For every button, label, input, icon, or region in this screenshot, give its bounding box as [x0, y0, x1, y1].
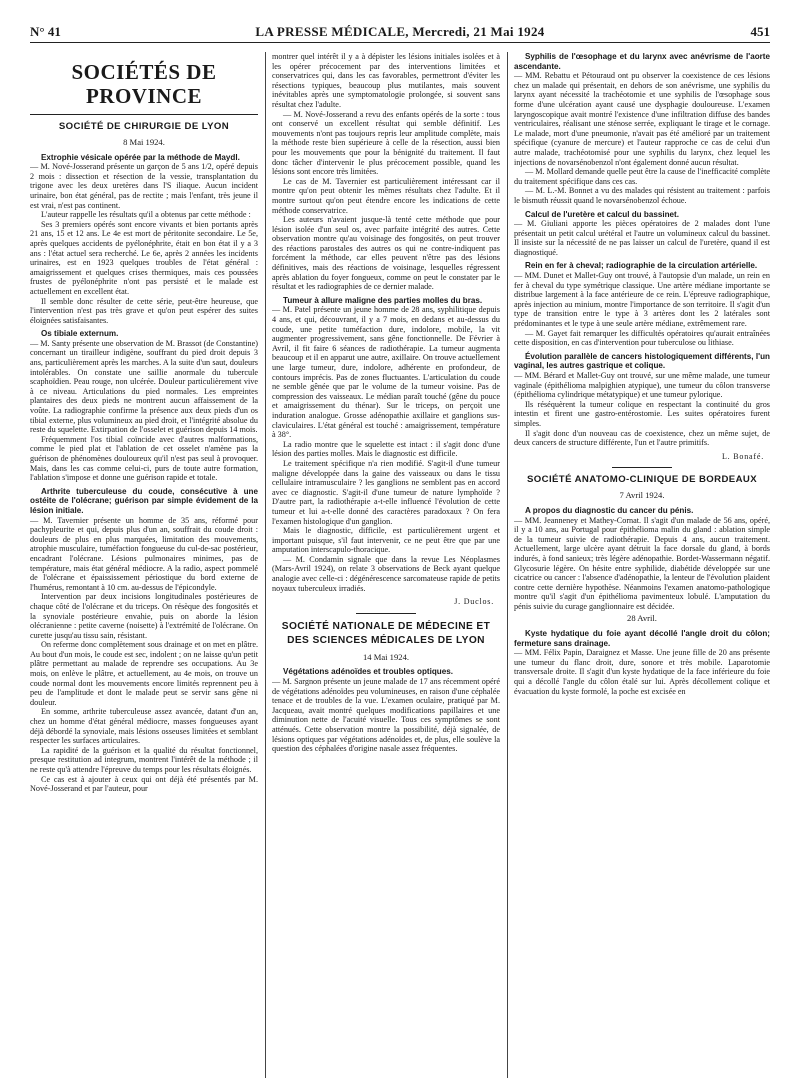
article-heading: Extrophie vésicale opérée par la méthode de Maydl.	[41, 152, 240, 162]
society-title: SOCIÉTÉ DE CHIRURGIE DE LYON	[58, 121, 230, 132]
paragraph: — M. L.-M. Bonnet a vu des malades qui résistent au traitement : parfois le bismuth réussit quand le novarsénobenzol échoue.	[514, 186, 770, 205]
page-number: 451	[750, 24, 770, 39]
paragraph: — M. Sargnon présente un jeune malade de 17 ans récemment opéré de végétations adénoïdes peu volumineuses, en raison d'une céphalée tenace et de troubles de la vue. L'examen oculaire, pratiqué par M. Jacqueau, avait montré quelques modifications papillaires et une diminution nette de l'acuité visuelle. Tous ces symptômes se sont atténués. Cette observation montre la possibilité, déjà signalée, de lésions optiques par végétations adénoïdes et, de plus, elle soulève la question des céphalées d'origine nasale assez fréquentes.	[272, 677, 500, 754]
paragraph: — MM. Dunet et Mallet-Guy ont trouvé, à l'autopsie d'un malade, un rein en fer à cheval du type symétrique classique. Une artère médiane importante se distribue largement à la face antérieure de ce rein. L'épreuve radiographique, après injection au minium, montre l'importance de son territoire. Il s'agit d'un type de transition entre le type à 3 artères dont les 2 latérales sont prédominantes et le type à une seule artère médiane, extrêmement rare.	[514, 271, 770, 329]
paragraph: — MM. Jeanneney et Mathey-Cornat. Il s'agit d'un malade de 56 ans, opéré, il y a 10 ans, au Portugal pour épithélioma malin du gland : ablation simple de la tumeur suivie de radiothérapie. Depuis 4 ans, aucun traitement. Actuellement, large ulcère ayant détruit la face dorsale du gland, à bords indurés, à fond sanieux; très légère adénopathie. Bordet-Wassermann négatif. Glycosurie légère. On hésite entre syphilide, diabétide développée sur une cicatrice ou cancer : l'absence d'adénopathie, la lenteur de l'évolution plaident contre cette dernière hypothèse. Néanmoins l'examen anatomo-pathologique montre qu'il s'agit d'un épithélioma pavimenteux lobulé. L'amputation du pénis suivie du curage ganglionnaire est décidée.	[514, 515, 770, 611]
article-heading: Calcul de l'uretère et calcul du bassinet.	[525, 209, 679, 219]
paragraph: Ses 3 premiers opérés sont encore vivants et bien portants après 21 ans, 15 et 12 ans. Le 4e est mort de péritonite secondaire. Le 5e, après quelques accidents de pyélonéphrite, était en bon état il y a 3 ans : l'état actuel sera recherché. Le 6e, après 2 années les incidents urinaires, est en 1923 quelques troubles de l'état général : amaigrissement et quelques crises thermiques, mais ces poussées frustes de pyélonéphrite n'ont pas persisté et le malade est actuellement en excellent état.	[30, 219, 258, 296]
author-signature: L. Bonafé.	[722, 451, 764, 461]
paragraph: — M. Nové-Josserand a revu des enfants opérés de la sorte : tous ont conservé un excellent résultat qui semble définitif. Les mouvements n'ont pas toujours repris leur amplitude complète, mais la méthode reste bien supérieure à celle de la résection, aussi bien pour les mouvements que pour la bénignité du traitement. Il faut donc tâcher d'intervenir le plus précocement possible, quand les lésions sont encore très limitées.	[272, 109, 500, 177]
paragraph: On referme donc complètement sous drainage et on met en plâtre. Au bout d'un mois, le coude est sec, indolent ; on ne laisse qu'un petit plâtre permettant au malade de reprendre ses occupations. Au 3e mois, on enlève le plâtre, et actuellement, au 4e mois, on trouve un coude normal dont les mouvements encore limités reprennent peu à peu de l'amplitude et dont le malade peut se servir sans gêne ni douleur.	[30, 640, 258, 707]
paragraph: — M. Giuliani apporte les pièces opératoires de 2 malades dont l'une présentait un petit calcul urétéral et l'autre un volumineux calcul du bassinet. Il insiste sur la nécessité de ne pas laisser un calcul de l'uretère, quand il est diagnostiqué.	[514, 219, 770, 257]
article-heading: Os tibiale externum.	[41, 329, 119, 339]
paragraph: Les auteurs n'avaient jusque-là tenté cette méthode que pour lésion isolée d'un seul os, avec parfaite intégrité des autres. Cette observation montre qu'au voisinage des fongosités, on peut trouver des réactions parostales des autres os qui ne contre-indiquent pas forcément la méthode, car elles peuvent n'être pas des lésions définitives, mais des réactions de voisinage, lesquelles régressent après ablation du foyer fongueux, comme on peut le constater par le résultat et les radiographies de ce dernier malade.	[272, 215, 500, 292]
paragraph: — M. Nové-Josserand présente un garçon de 5 ans 1/2, opéré depuis 2 mois : dissection et résection de la vessie, transplantation du trigone avec les deux uretères dans l'S iliaque. Aucun incident urinaire, bon état général, pas de rectite ; mais l'enfant, très jeune il est vrai, n'est pas continent.	[30, 162, 258, 210]
paragraph: — M. Patel présente un jeune homme de 28 ans, syphilitique depuis 4 ans, et qui, découvrant, il y a 7 mois, en dedans et au-dessus du coude, une petite tuméfaction dure, indolore, mobile, la vit augmenter progressivement, sans gêne fonctionnelle. De Février à Avril, il fit faire 6 séances de radiothérapie. La tumeur augmenta beaucoup et il en apparut une autre, axillaire. On trouve actuellement une large tumeur, dure, indolore, adhérente en profondeur, de contours imprécis. Pas de zones fluctuantes. L'articulation du coude ne semble gênée que par le volume de la tumeur voisine. Pas de compression des vaisseaux. Le médian paraît touché (gêne du pouce et amaigrissement du thénar). Sur le triceps, on perçoit une induration analogue. Grosse adénopathie axillaire et ganglions sus-claviculaires. L'état général est touché : amaigrissement, température à 38°.	[272, 305, 500, 440]
paragraph: La rapidité de la guérison et la qualité du résultat fonctionnel, presque restitution ad integrum, montrent l'intérêt de la méthode ; il ne reste qu'à attendre l'épreuve du temps pour les résultats éloignés.	[30, 745, 258, 774]
paragraph: montrer quel intérêt il y a à dépister les lésions initiales isolées et à les opérer précocement par des interventions limitées et conservatrices qui, dans les cas favorables, permettront d'éviter les résections typiques, beaucoup plus mutilantes, mais souvent inévitables après une symptomatologie prolongée, si souvent sans résultat chez l'adulte.	[272, 52, 500, 109]
divider	[612, 467, 672, 468]
article-heading: Tumeur à allure maligne des parties molles du bras.	[283, 295, 483, 305]
journal-title: LA PRESSE MÉDICALE, Mercredi, 21 Mai 1924	[255, 24, 545, 39]
column-2	[272, 52, 500, 1078]
paragraph: — M. Mollard demande quelle peut être la cause de l'inefficacité complète du traitement spécifique dans ces cas.	[514, 167, 770, 186]
society-title: SOCIÉTÉ NATIONALE DE MÉDECINE ET DES SCIENCES MÉDICALES DE LYON	[281, 620, 491, 646]
article-heading: Kyste hydatique du foie ayant décollé l'angle droit du côlon; fermeture sans drainage.	[514, 629, 770, 648]
column-divider	[507, 52, 508, 1078]
article-heading: Syphilis de l'œsophage et du larynx avec anévrisme de l'aorte ascendante.	[514, 52, 770, 71]
paragraph: La radio montre que le squelette est intact : il s'agit donc d'une lésion des parties molles. Mais le diagnostic est difficile.	[272, 439, 500, 459]
divider	[356, 613, 416, 614]
article-heading: Arthrite tuberculeuse du coude, consécutive à une ostéite de l'olécrane; guérison par simple évidement de la lésion initiale.	[30, 486, 258, 515]
paragraph: Le traitement spécifique n'a rien modifié. S'agit-il d'une tumeur maligne développée dans la gaine des vaisseaux ou dans le tissu cellulaire intramusculaire ? les ganglions ne semblent pas en accord avec ce diagnostic. S'agit-il d'une tumeur de nature lymphoïde ? D'autre part, la radiothérapie a-t-elle influencé l'évolution de cette tumeur et lui a-t-elle donné des caractères paradoxaux ? On fera l'examen histologique d'un ganglion.	[272, 458, 500, 526]
paragraph: L'auteur rappelle les résultats qu'il a obtenus par cette méthode :	[41, 210, 251, 220]
author-signature: J. Duclos.	[454, 597, 494, 607]
article-heading: Rein en fer à cheval; radiographie de la circulation artérielle.	[525, 261, 758, 271]
article-heading: A propos du diagnostic du cancer du pénis.	[525, 505, 694, 515]
paragraph: Il semble donc résulter de cette série, peut-être heureuse, que l'intervention n'est pas très grave et qu'on peut espérer des suites éloignées satisfaisantes.	[30, 296, 258, 325]
paragraph: Intervention par deux incisions longitudinales postérieures de chaque côté de l'olécrane et du triceps. On résèque des fongosités et la synoviale postérieure envahie, puis on aborde la lésion olécranienne : petite caverne (noisette) à l'extrémité de l'olécrane. On curette jusqu'au tissu sain, résistant.	[30, 592, 258, 640]
paragraph: — M. Tavernier présente un homme de 35 ans, réformé pour pachypleurite et qui, depuis plus d'un an, souffrait du coude droit : douleurs de plus en plus marquées, limitation des mouvements, atrophie musculaire, tuméfaction fongueuse du cul-de-sac postérieur, encadrant l'olécrane. Lésions pulmonaires minimes, pas de température, mais état général médiocre. A la radio, aspect pommelé de l'olécrane et épaississement périostique du bord externe de l'humérus, remontant à 10 cm. au-dessus de l'épicondyle.	[30, 515, 258, 592]
column-1	[30, 52, 258, 1078]
paragraph: Ils réséquèrent la tumeur colique en respectant la continuité du gros intestin et firent une gastro-entérostomie. Les suites opératoires furent simples.	[514, 399, 770, 428]
paragraph: Le cas de M. Tavernier est particulièrement intéressant car il montre qu'on peut obtenir les mêmes résultats chez l'adulte. Et il montre surtout qu'on peut étendre encore les indications de cette méthode conservatrice.	[272, 176, 500, 215]
paragraph: — M. Santy présente une observation de M. Brassot (de Constantine) concernant un tirailleur indigène, souffrant du pied droit depuis 3 ans, particulièrement après les marches. A la suite d'un saut, douleurs intolérables. On constate une saillie anormale du tubercule scaphoïdien. Peau rouge, non ulcérée. Douleur particulièrement vive à ce niveau. Articulations du pied normales. Les empreintes plantaires des deux pieds ne montrent aucun affaissement de la voûte. La radiographie confirme la présence aux deux pieds d'un os tibial externe, plus volumineux au pied droit, et l'intégrité absolue du reste du squelette. Extirpation de l'osselet et guérison depuis 14 mois.	[30, 338, 258, 435]
paragraph: — MM. Bérard et Mallet-Guy ont trouvé, sur une même malade, une tumeur vaginale (épithélioma malpighien atypique), une tumeur du côlon transverse (épithélioma cylindrique métatypique) et une tumeur pylorique.	[514, 371, 770, 400]
paragraph: — MM. Félix Papin, Daraignez et Masse. Une jeune fille de 20 ans présente une tumeur du flanc droit, dure, sonore et très mobile. Laparotomie transversale droite. Il s'agit d'un kyste hydatique de la face inférieure du foie qui a décollé l'angle du côlon étalé sur lui. Après décollement colique et évacuation du kyste formolé, la poche est excisée en	[514, 648, 770, 696]
article-heading: Végétations adénoïdes et troubles optiques.	[283, 667, 453, 677]
paragraph: Mais le diagnostic, difficile, est particulièrement urgent et important puisque, s'il faut intervenir, ce ne peut être que par une amputation interscapulo-thoracique.	[272, 526, 500, 555]
paragraph: Ce cas est à ajouter à ceux qui ont déjà été présentés par M. Nové-Josserand et par l'auteur, pour	[30, 774, 258, 794]
issue-number: N° 41	[30, 24, 61, 39]
page-header	[30, 24, 770, 43]
session-date: 28 Avril.	[627, 613, 657, 624]
session-date: 14 Mai 1924.	[362, 651, 410, 662]
article-heading: Évolution parallèle de cancers histologiquement différents, l'un vaginal, les autres gastrique et colique.	[514, 351, 770, 371]
section-title: SOCIÉTÉS DE PROVINCE	[71, 60, 217, 108]
column-divider	[265, 52, 266, 1078]
paragraph: — M. Condamin signale que dans la revue Les Néoplasmes (Mars-Avril 1924), on relate 3 observations de Beck ayant quelque analogie avec celle-ci : dégénérescence sarcomateuse rapide de petits noyaux tuberculeux irradiés.	[272, 554, 500, 593]
session-date: 8 Mai 1924.	[123, 137, 165, 147]
society-title: SOCIÉTÉ ANATOMO-CLINIQUE DE BORDEAUX	[526, 474, 758, 486]
paragraph: — MM. Rebattu et Pétouraud ont pu observer la coexistence de ces lésions chez un malade qui présentait, en dehors de son anévrisme, une syphilis du larynx ayant nécessité la trachéotomie et une syphilis de l'œsophage sous forme d'une ulcération ayant causé une dysphagie douloureuse. L'examen laryngoscopique avait montré l'existence d'une infiltration diffuse des bandes ventriculaires, réalisant une sténose serrée, expliquant le tirage et le cornage. Le malade, mort d'une pneumonie, n'avait pas été amélioré par un traitement spécifique (cyanure de mercure) et l'auteur rapproche ce cas de celui d'un autre malade, trachéotomisé pour une syphilis du larynx, chez lequel les injections de novarsénobenzol n'ont également donné aucun résultat.	[514, 71, 770, 167]
paragraph: Fréquemment l'os tibial coïncide avec d'autres malformations, comme le pied plat et l'ablation de cet osselet n'amène pas la guérison de phénomènes douloureux qu'il n'est pas seul à provoquer. Mais, dans les cas comme celui-ci, purs de toute autre formation, l'ablation s'impose et donne une guérison rapide et totale.	[30, 434, 258, 483]
paragraph: Il s'agit donc d'un nouveau cas de coexistence, chez un même sujet, de deux cancers de structure différente, l'un et l'autre primitifs.	[514, 428, 770, 448]
session-date: 7 Avril 1924.	[619, 490, 665, 501]
column-3	[514, 52, 770, 1078]
paragraph: — M. Gayet fait remarquer les difficultés opératoires qu'aurait entraînées cette disposition, en cas d'intervention pour tuberculose ou lithiase.	[514, 328, 770, 348]
paragraph: En somme, arthrite tuberculeuse assez avancée, datant d'un an, chez un homme d'état général médiocre, masses fongueuses ayant déjà débordé la synoviale, mais lésions osseuses limitées et semblant respecter les surfaces articulaires.	[30, 707, 258, 746]
divider	[30, 114, 258, 115]
